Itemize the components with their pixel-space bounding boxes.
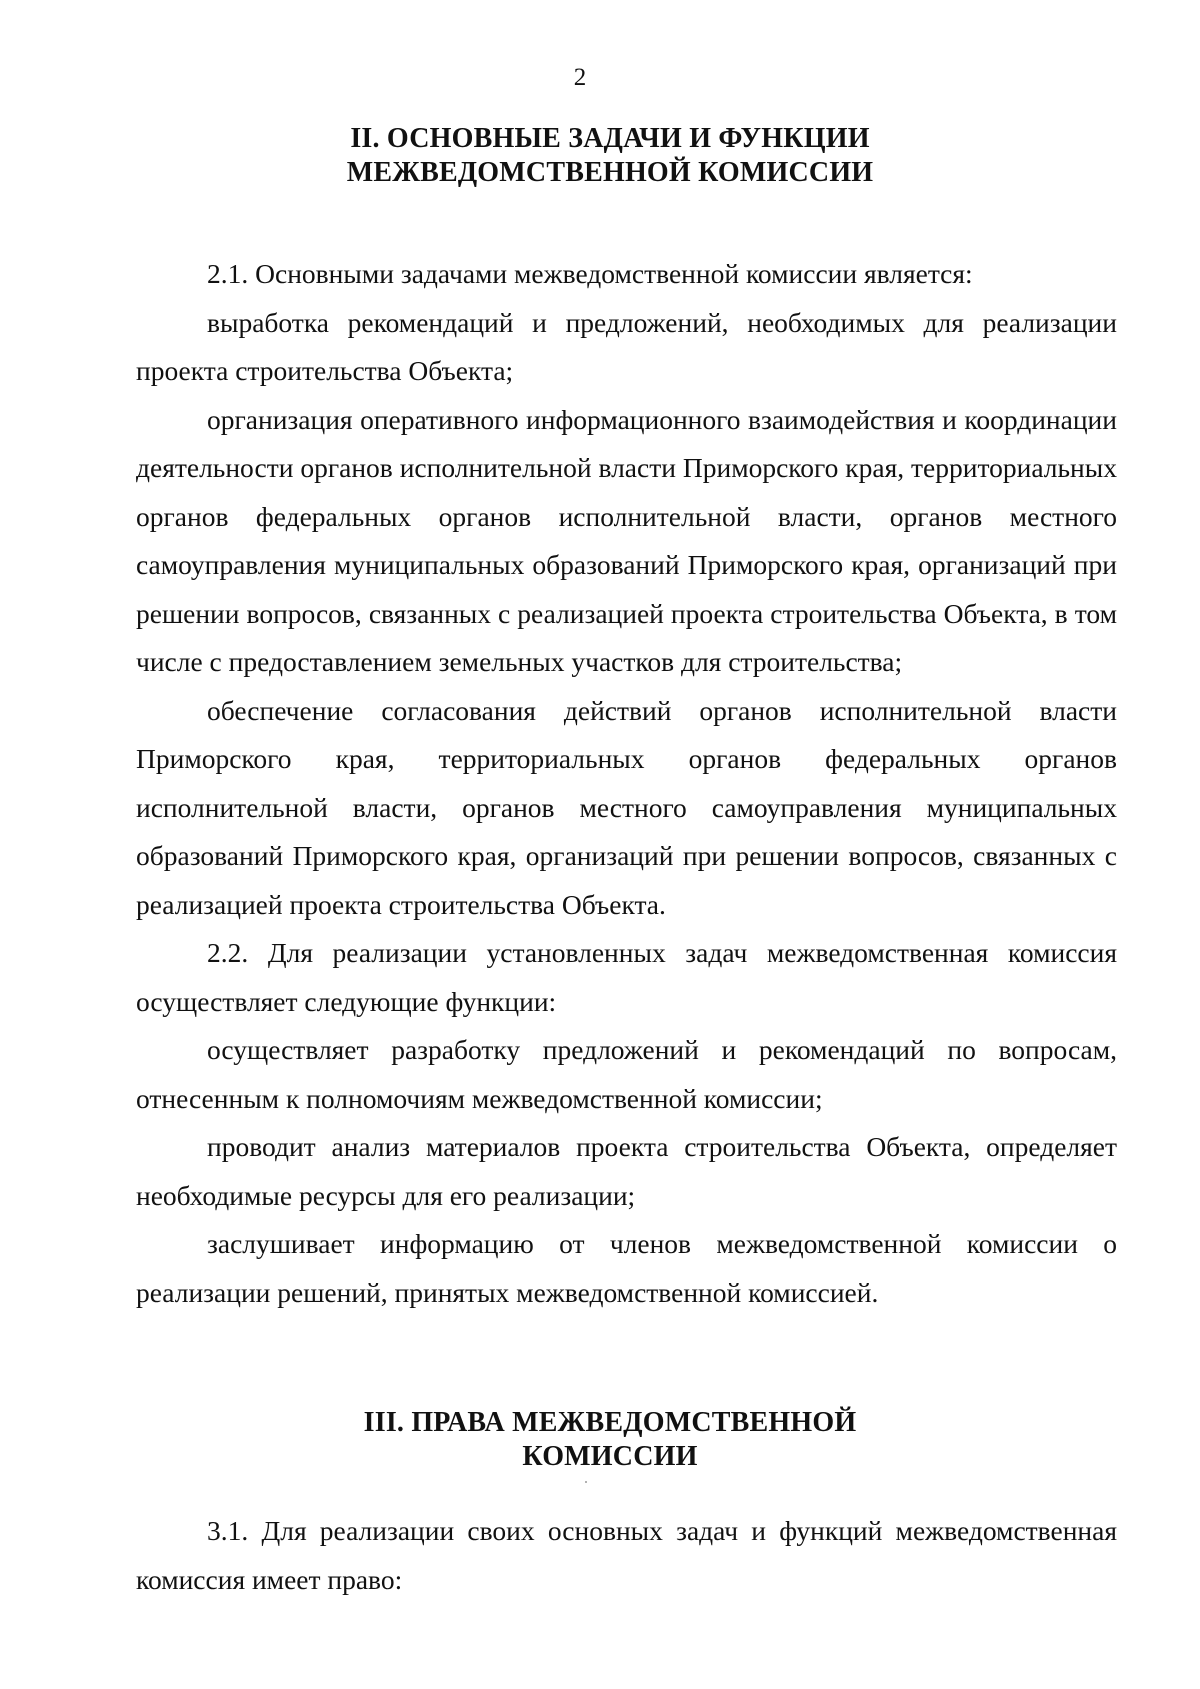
paragraph-function-analysis: проводит анализ материалов проекта строительства Объекта, определяет необходимые ресурсы для его реализации; (136, 1131, 1117, 1211)
paragraph-task-coordination: организация оперативного информационного взаимодействия и координации деятельности органов исполнительной власти Приморского края, территориальных органов федеральных органов исполнительной власти, органов местного самоуправления муниципальных образований Приморского края, организаций при решении вопросов, связанных с реализацией проекта строительства Объекта, в том числе с предоставлением земельных участков для строительства; (136, 403, 1117, 677)
section-3-heading (300, 1406, 920, 1474)
paragraph-function-hearing: заслушивает информацию от членов межведомственной комиссии о реализации решений, принятых межведомственной комиссией. (136, 1228, 1117, 1308)
paragraph-task-agreement: обеспечение согласования действий органов исполнительной власти Приморского края, территориальных органов федеральных органов исполнительной власти, органов местного самоуправления муниципальных образований Приморского края, организаций при решении вопросов, связанных с реализацией проекта строительства Объекта. (136, 694, 1117, 920)
paragraph-task-recommendations: выработка рекомендаций и предложений, необходимых для реализации проекта строительства Объекта; (136, 306, 1117, 386)
paragraph-2-2: 2.2. Для реализации установленных задач межведомственная комиссия осуществляет следующие функции: (136, 937, 1117, 1017)
scan-speck (585, 1481, 587, 1483)
page-number: 2 (573, 64, 587, 91)
section-2-heading (300, 122, 920, 190)
paragraph-3-1: 3.1. Для реализации своих основных задач и функций межведомственная комиссия имеет право: (136, 1515, 1117, 1595)
section-2-body (136, 250, 1117, 1317)
paragraph-function-proposals: осуществляет разработку предложений и рекомендаций по вопросам, отнесенным к полномочиям межведомственной комиссии; (136, 1034, 1117, 1114)
section-3-title-line-1: III. ПРАВА МЕЖВЕДОМСТВЕННОЙ (363, 1407, 857, 1438)
paragraph-2-1: 2.1. Основными задачами межведомственной комиссии является: (207, 258, 973, 289)
section-3-body (136, 1507, 1117, 1604)
section-2-title-line-2: МЕЖВЕДОМСТВЕННОЙ КОМИССИИ (346, 157, 874, 188)
section-2-title-line-1: II. ОСНОВНЫЕ ЗАДАЧИ И ФУНКЦИИ (350, 123, 870, 154)
section-3-title-line-2: КОМИССИИ (522, 1441, 698, 1472)
